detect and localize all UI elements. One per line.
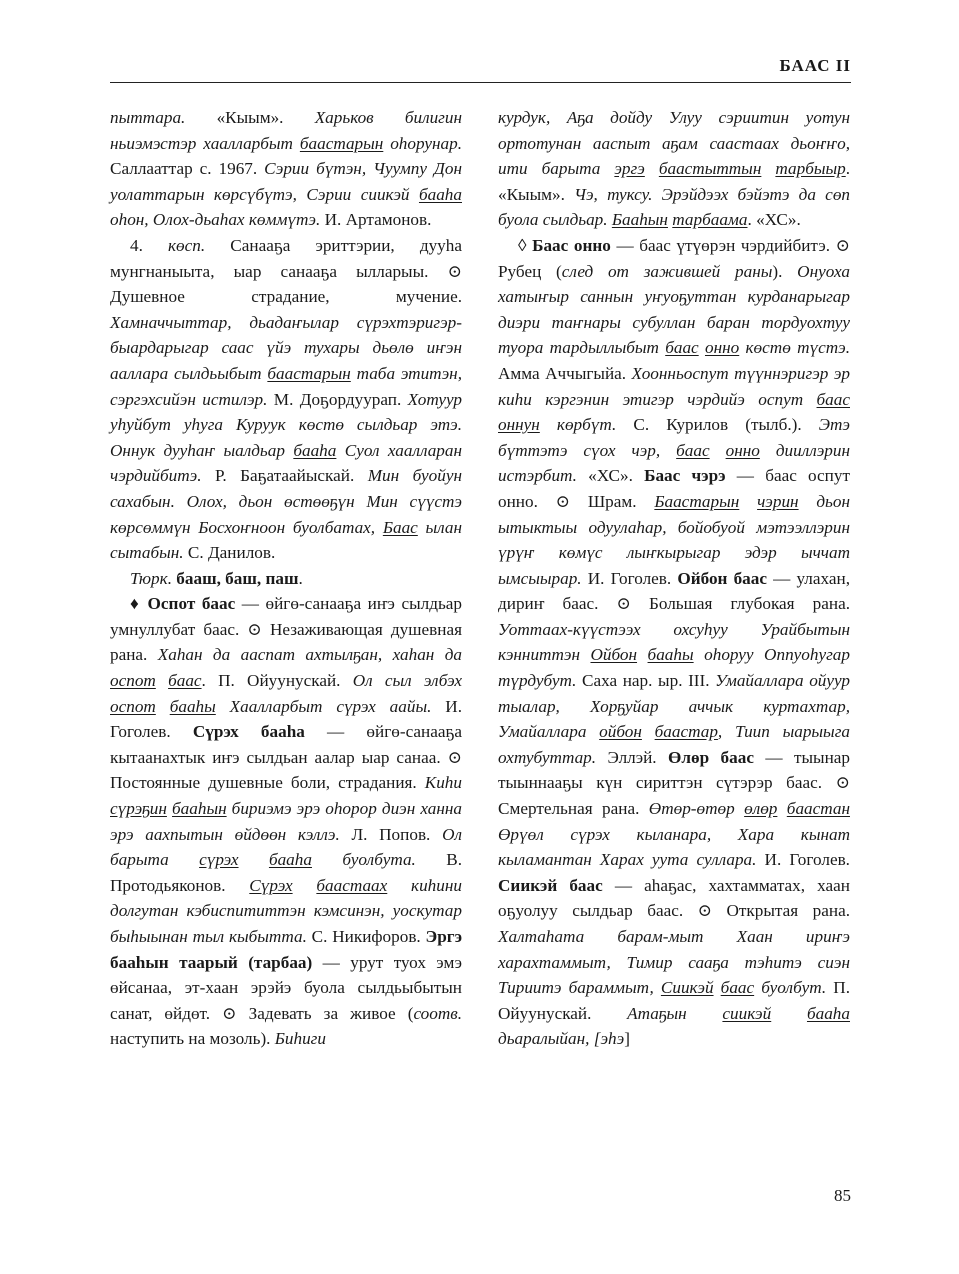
text-run: таба этитэн, сэргэхсийэн истилэр. bbox=[110, 363, 462, 409]
text-run: бааhын bbox=[172, 799, 227, 819]
text-run: . «Кыым». bbox=[498, 159, 851, 204]
text-run: — аhаҕас, хахтамматах, хаан оҕуолуу сылдьар баас. ⊙ Открытая рана. bbox=[498, 875, 851, 921]
text-run: сиикэй bbox=[722, 1003, 772, 1023]
text-run: Мин буойун сахабын. Олох, дьон өстөөҕүн Мин сүүстэ көрсөммүн Босхоҥноон буолбатах, bbox=[110, 466, 463, 537]
text-run: И. Гоголев. bbox=[110, 696, 462, 742]
text-run: эргэ bbox=[614, 159, 645, 179]
text-run: П. Ойуунускай. bbox=[218, 671, 353, 691]
text-run: дьаралыйан, [ bbox=[498, 1029, 601, 1049]
text-run: соотв. bbox=[413, 1003, 462, 1023]
text-run: — тыынар тыыннааҕы күн сириттэн сүтэрэр баас. ⊙ Смертельная рана. bbox=[498, 747, 850, 819]
text-run: Баастарын bbox=[654, 491, 740, 511]
text-run: Р. Баҕатаайыскай. bbox=[215, 466, 368, 486]
text-run: дииллэрин истэрбит. bbox=[498, 440, 850, 486]
text-run: — баас оспут онно. ⊙ Шрам. bbox=[498, 466, 850, 511]
text-run: Атаҕын bbox=[627, 1003, 723, 1023]
text-run: С. Курилов (тылб.). bbox=[633, 415, 819, 435]
text-run: Хаалларбыт сүрэх аайы. bbox=[215, 696, 446, 716]
text-run: С. Данилов. bbox=[187, 543, 276, 563]
text-run: баастар bbox=[654, 722, 718, 742]
text-run: оспот bbox=[110, 696, 156, 716]
text-run: Чэ, туксу. Эрэйдээх бэйэтэ да сөп буола сылдьар. bbox=[498, 184, 850, 230]
text-run bbox=[642, 722, 655, 741]
text-run: М. Доҕордуурап. bbox=[273, 389, 408, 409]
text-run: — өйгө-санааҕа кытаанахтык иҥэ сылдьан аалар ыар санаа. ⊙ Постоянные душевные боли, страдания. bbox=[110, 722, 462, 793]
text-run: Уоттаах-күүстээх охсуhуу Урайбытын кэнниттэн bbox=[498, 619, 850, 665]
text-run: эhэ bbox=[600, 1029, 625, 1049]
right-column bbox=[498, 105, 850, 1052]
text-run bbox=[637, 645, 648, 664]
text-run: оспот bbox=[110, 671, 156, 691]
text-run: Умайаллара ойуур тыалар, Хорҕуйар аччык куртахтар, Умайаллара bbox=[498, 671, 851, 742]
paragraph bbox=[498, 233, 850, 1052]
text-run: бааhы bbox=[169, 696, 216, 716]
text-run: киhини долгутан кэбиспититтэн кэмсинэн, уоскутар быhыынан тыл кыбытта. bbox=[110, 875, 462, 946]
text-run: баас bbox=[720, 978, 755, 998]
text-run: ойбон bbox=[599, 722, 642, 742]
text-run: Өтөр-өтөр bbox=[648, 799, 745, 819]
text-run bbox=[777, 799, 786, 818]
text-run: Ол барыта bbox=[110, 824, 462, 870]
text-run: — өйгө-санааҕа иҥэ сылдьар умнуллубат баас. ⊙ Незаживающая душевная рана. bbox=[110, 594, 463, 665]
text-run: баас bbox=[168, 671, 202, 691]
entry-headword: Ойбон баас bbox=[677, 568, 768, 588]
text-run: «Кыым». bbox=[216, 108, 315, 127]
entry-headword: бааш, баш, паш bbox=[172, 568, 299, 588]
entry-headword: Сүрэх бааhа bbox=[192, 722, 305, 742]
text-run: Эллэй. bbox=[607, 747, 668, 767]
text-run: Халтаhата барам-мыт Хаан ириҥэ харахтаммыт, Тимир сааҕа тэhитэ сиэн Тириитэ бараммыт, bbox=[498, 927, 850, 998]
text-run: «ХС». bbox=[588, 466, 645, 486]
text-run: Санааҕа эриттэрии, дууhа мунгнаныыта, ыар санааҕа ыллaрыы. ⊙ Душевное страдание, мучение. bbox=[110, 235, 463, 307]
text-run: баас bbox=[665, 338, 699, 358]
text-run: Хамначчыттар, дьадаҥылар сүрэхтэригэр-быардарыгар саас үйэ тухары дьөлө иҥэн ааллара сылдьыбыт bbox=[110, 312, 462, 383]
text-run: көрбүт. bbox=[539, 415, 634, 435]
text-run: Этэ бүттэтэ сүох чэр, bbox=[498, 415, 850, 460]
text-run: бааhа bbox=[268, 850, 312, 870]
text-run: Киhи bbox=[424, 773, 462, 793]
text-run: Хотуур уhуйбут уhуга Куруук көстө сылдьар этэ. Оннук дууhаҥ ыалдьар bbox=[110, 389, 462, 460]
text-run: . «ХС». bbox=[747, 210, 801, 230]
text-run: ] bbox=[624, 1029, 630, 1049]
entry-headword: ♦ Оспот баас bbox=[130, 594, 236, 614]
text-run: Саха нар. ыр. III. bbox=[582, 671, 716, 691]
text-run: Тюрк. bbox=[130, 568, 172, 588]
text-run: наступить на мозоль). bbox=[110, 1029, 275, 1049]
text-run: баастан bbox=[786, 799, 850, 819]
text-run: Хаhан да ааспат ахтылҕан, хаhан да bbox=[157, 645, 462, 665]
text-run: тарбаама bbox=[672, 210, 748, 230]
paragraph bbox=[110, 591, 462, 1052]
text-run: баас bbox=[676, 440, 710, 460]
paragraph bbox=[110, 105, 462, 233]
text-run: И. Артамонов. bbox=[324, 210, 432, 230]
text-run: Сүрэх bbox=[249, 875, 293, 895]
text-run: баастарын bbox=[267, 363, 351, 383]
running-header: БААС II bbox=[779, 56, 851, 75]
text-run bbox=[761, 159, 775, 178]
text-run: оhон, Олох-дьаhах көммүтэ. bbox=[110, 210, 325, 230]
text-run: көсп. bbox=[168, 235, 206, 255]
text-run: оннун bbox=[498, 415, 540, 435]
text-run: след от зажившей раны bbox=[561, 261, 773, 281]
text-run: көстө түстэ. bbox=[739, 338, 850, 358]
text-run: бааhы bbox=[647, 645, 694, 665]
text-run: Сиикэй bbox=[660, 978, 714, 998]
text-run: баас bbox=[816, 389, 850, 409]
text-run bbox=[739, 492, 757, 511]
text-run: Харьков билигин ньиэмэстэр хаалларбыт bbox=[110, 108, 462, 153]
text-run bbox=[156, 697, 170, 716]
text-run: . bbox=[298, 568, 303, 588]
text-run: Ойбон bbox=[590, 645, 638, 665]
text-run: . bbox=[201, 671, 219, 691]
entry-headword: Баас онно bbox=[532, 235, 611, 255]
text-run: ◊ bbox=[518, 235, 533, 255]
text-run: тарбыыр bbox=[775, 159, 846, 179]
text-run: Өрүөл сүрэх кыланара, Хара кынат кыламантан Харах уута суллара. bbox=[498, 824, 850, 870]
text-run: Суол хаалларан чэрдийбитэ. bbox=[110, 440, 462, 486]
text-run bbox=[293, 876, 317, 895]
entry-headword: Баас чэрэ bbox=[644, 466, 726, 486]
text-run: И. Гоголев. bbox=[764, 850, 850, 870]
text-run bbox=[645, 159, 659, 178]
text-run: Хоонньоспут түүннэригэр эр киhи кэргэнин этигэр чэрдийэ оспут bbox=[498, 363, 850, 409]
paragraph bbox=[110, 233, 462, 566]
text-run: дьон ытыктыы одуулаhар, бойобуой мэтээллэрин үрүҥ көмүс лыҥкырыгар эдэр ыччат ымсыырар. bbox=[498, 491, 850, 588]
left-column bbox=[110, 105, 462, 1052]
text-run: 4. bbox=[130, 235, 169, 255]
text-run: Онуоха хатыҥыр саннын уҥуоҕуттан курданарыгар диэри таҥнары субуллан баран тордуохтуу туора тардыллыбыт bbox=[498, 261, 850, 358]
text-run: Бааhын bbox=[611, 210, 668, 230]
paragraph bbox=[498, 105, 850, 233]
text-run: П. Ойуунускай. bbox=[498, 978, 850, 1023]
text-run: , Тиип ыарыыга охтубуттар. bbox=[498, 722, 850, 767]
text-run: пыттара. bbox=[110, 108, 217, 127]
header-rule bbox=[110, 82, 851, 83]
text-run: Сэрии бүтэн, Чуумпу Дон уолаттарын көрсүбүтэ, Сэрии сиикэй bbox=[110, 159, 462, 204]
text-run: Баас bbox=[382, 517, 418, 537]
text-run: Саллааттар с. 1967. bbox=[110, 159, 265, 179]
text-run: буолбут. bbox=[754, 978, 834, 998]
text-run: — урут туох эмэ өйсанаа, эт-хаан эрэйэ буола сылдьыбытын санат, өйдөт. ⊙ Задевать за живое ( bbox=[110, 952, 463, 1023]
text-run: Ол сыл элбэх bbox=[352, 671, 463, 691]
text-run: бааhа bbox=[806, 1003, 850, 1023]
paragraph bbox=[110, 566, 462, 592]
text-run: Л. Попов. bbox=[351, 824, 443, 844]
text-run: Биhиги bbox=[274, 1029, 326, 1049]
text-run: — улахан, дириҥ баас. ⊙ Большая глубокая рана. bbox=[498, 568, 850, 614]
text-run: баастыттын bbox=[658, 159, 762, 179]
text-run: онно bbox=[704, 338, 740, 358]
text-run: курдук, Аҕа дойду Улуу сэриитин уотун ортотунан ааспыт аҕам саастаах дьоҥҥо, ити барыта bbox=[498, 108, 850, 179]
text-run: бaастарын bbox=[299, 133, 384, 153]
text-run: ылан сытабын. bbox=[110, 517, 462, 563]
text-run: буолбута. bbox=[311, 850, 447, 870]
text-run: сүрэҕин bbox=[110, 799, 167, 819]
text-run: — баас үтүөрэн чэрдийбитэ. ⊙ Рубец ( bbox=[498, 235, 850, 281]
text-run: чэрин bbox=[757, 491, 799, 511]
text-run: онно bbox=[725, 440, 760, 460]
text-run: оhорунар. bbox=[383, 133, 462, 153]
text-run bbox=[771, 1004, 807, 1023]
text-run: бааhа bbox=[293, 440, 337, 460]
text-run: өлөр bbox=[744, 799, 778, 819]
text-run: ). bbox=[772, 261, 798, 281]
text-run: С. Никифоров. bbox=[311, 927, 426, 946]
text-run: И. Гоголев. bbox=[587, 568, 678, 588]
text-run bbox=[710, 441, 726, 460]
text-run: баастаах bbox=[316, 875, 388, 895]
page-number: 85 bbox=[834, 1186, 851, 1205]
text-run bbox=[239, 850, 269, 869]
text-run: Амма Аччыгыйа. bbox=[498, 363, 632, 383]
text-run: бааhа bbox=[418, 184, 462, 204]
entry-headword: Сиикэй баас bbox=[498, 875, 603, 895]
text-run: оhоруу Оппуоhугар түрдубут. bbox=[498, 645, 850, 691]
entry-headword: Өлөр баас bbox=[668, 747, 754, 767]
text-run: бириэмэ эрэ оhорор диэн ханна эрэ аахпытын өйдөөн кэллэ. bbox=[110, 799, 462, 844]
entry-headword: Эргэ бааhын таарый (тарбаа) bbox=[110, 927, 462, 972]
text-run: В. Протодьяконов. bbox=[110, 850, 462, 895]
text-run bbox=[714, 978, 721, 997]
text-run bbox=[156, 671, 168, 690]
text-run: сүрэх bbox=[199, 850, 239, 870]
